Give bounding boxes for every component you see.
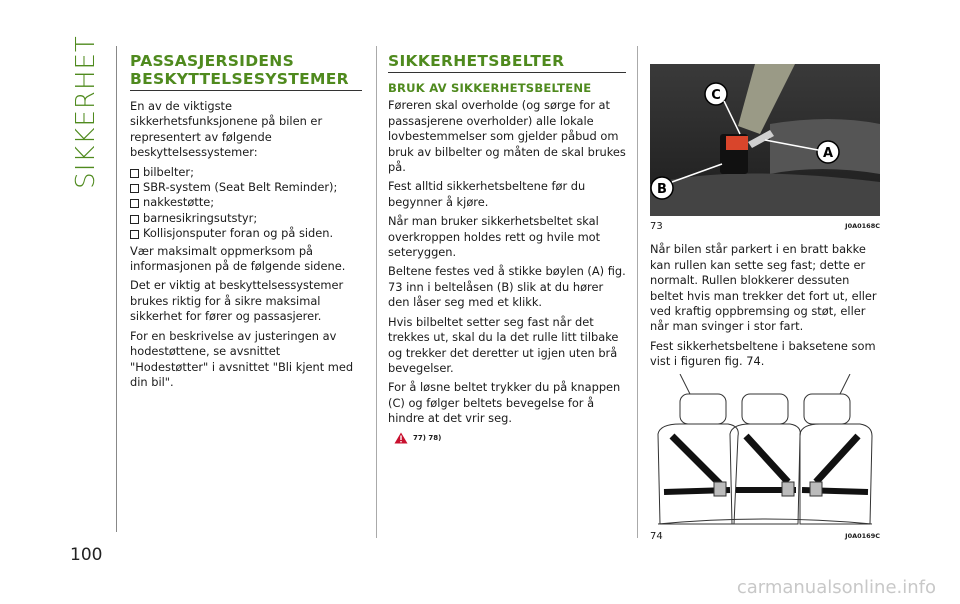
- subheading-belt-use: BRUK AV SIKKERHETSBELTENE: [388, 81, 592, 95]
- heading-seat-belts-text: SIKKERHETSBELTER: [388, 52, 565, 70]
- paragraph: Når bilen står parkert i en bratt bakke kan rullen kan sette seg fast; dette er normalt. Rullen blokkerer dessuten beltet hvis man trekker det fort ut, eller ved kraftig oppbremsing og støt, eller når man svinger i stor fart.: [650, 242, 877, 334]
- heading-seat-belts: [388, 52, 626, 73]
- paragraph: Det er viktig at beskyttelsessystemer brukes riktig for å sikre maksimal sikkerhet for fører og passasjerer.: [130, 278, 344, 324]
- list-item: bilbelter;: [130, 165, 362, 180]
- figure-code: J0A0169C: [845, 531, 880, 540]
- warning-reference: [394, 431, 626, 446]
- label-c: C: [711, 88, 721, 103]
- column-figures: [650, 58, 880, 552]
- heading-protection-systems: [130, 52, 362, 91]
- intro-paragraph: En av de viktigste sikkerhetsfunksjonene på bilen er representert av følgende beskyttelsessystemer:: [130, 99, 323, 160]
- figure-number: 74: [650, 530, 663, 542]
- paragraph: For en beskrivelse av justeringen av hodestøttene, se avsnittet "Hodestøtter" i avsnittet "Bli kjent med din bil".: [130, 328, 354, 389]
- side-divider: [116, 46, 117, 532]
- label-a: A: [822, 146, 834, 161]
- checkbox-bullet-icon: [130, 199, 139, 208]
- paragraph: Beltene festes ved å stikke bøylen (A) fig. 73 inn i beltelåsen (B) slik at du hører den låser seg med et klikk.: [388, 264, 626, 310]
- column-divider: [376, 46, 377, 538]
- system-list: [130, 165, 362, 242]
- list-item: nakkestøtte;: [130, 195, 362, 210]
- paragraph: Føreren skal overholde (og sørge for at passasjerene overholder) alle lokale lovbestemmelser som gjelder påbud om bruk av bilbelter og måten de skal brukes på.: [388, 98, 626, 175]
- figure-code: J0A0168C: [845, 222, 880, 230]
- figure-74-caption: [650, 529, 880, 544]
- footer-watermark: carmanualsonline.info: [736, 577, 936, 598]
- paragraph: Fest alltid sikkerhetsbeltene før du begynner å kjøre.: [388, 179, 586, 209]
- warning-triangle-icon: [394, 432, 408, 444]
- label-b: B: [657, 182, 667, 197]
- list-item: Kollisjonsputer foran og på siden.: [130, 226, 362, 241]
- checkbox-bullet-icon: [130, 169, 139, 178]
- paragraph: Hvis bilbeltet setter seg fast når det trekkes ut, skal du la det rulle litt tilbake og trekker det deretter ut igjen uten brå bevegelser.: [388, 314, 619, 375]
- paragraph: Fest sikkerhetsbeltene i baksetene som vist i figuren fig. 74.: [650, 338, 876, 369]
- heading-line-1: PASSASJERSIDENS: [130, 52, 295, 70]
- section-side-tab-label: SIKKERHET: [71, 35, 101, 189]
- section-side-tab: [66, 35, 106, 189]
- checkbox-bullet-icon: [130, 230, 139, 239]
- figure-73-buckle-photo: [650, 64, 880, 216]
- list-item: barnesikringsutstyr;: [130, 211, 362, 226]
- paragraph: For å løsne beltet trykker du på knappen (C) og følger beltets bevegelse for å hindre at det vrir seg.: [388, 380, 621, 426]
- heading-line-2: BESKYTTELSESYSTEMER: [130, 70, 349, 88]
- figure-74-rear-seat-belts: [650, 374, 880, 526]
- rear-seats-illustration: [650, 374, 880, 526]
- list-item: SBR-system (Seat Belt Reminder);: [130, 180, 362, 195]
- column-seat-belts: [388, 52, 626, 446]
- warning-refs-text: 77) 78): [413, 433, 442, 442]
- column-protection-systems: [130, 52, 362, 394]
- figure-number: 73: [650, 221, 663, 232]
- checkbox-bullet-icon: [130, 184, 139, 193]
- column-divider: [637, 46, 638, 538]
- paragraph: Når man bruker sikkerhetsbeltet skal overkroppen holdes rett og hvile mot seteryggen.: [388, 214, 601, 260]
- paragraph: Vær maksimalt oppmerksom på informasjonen på de følgende sidene.: [130, 243, 346, 274]
- checkbox-bullet-icon: [130, 215, 139, 224]
- page-number: 100: [70, 545, 103, 565]
- seat-belt-buckle-illustration: [650, 64, 880, 216]
- figure-73-caption: [650, 219, 880, 234]
